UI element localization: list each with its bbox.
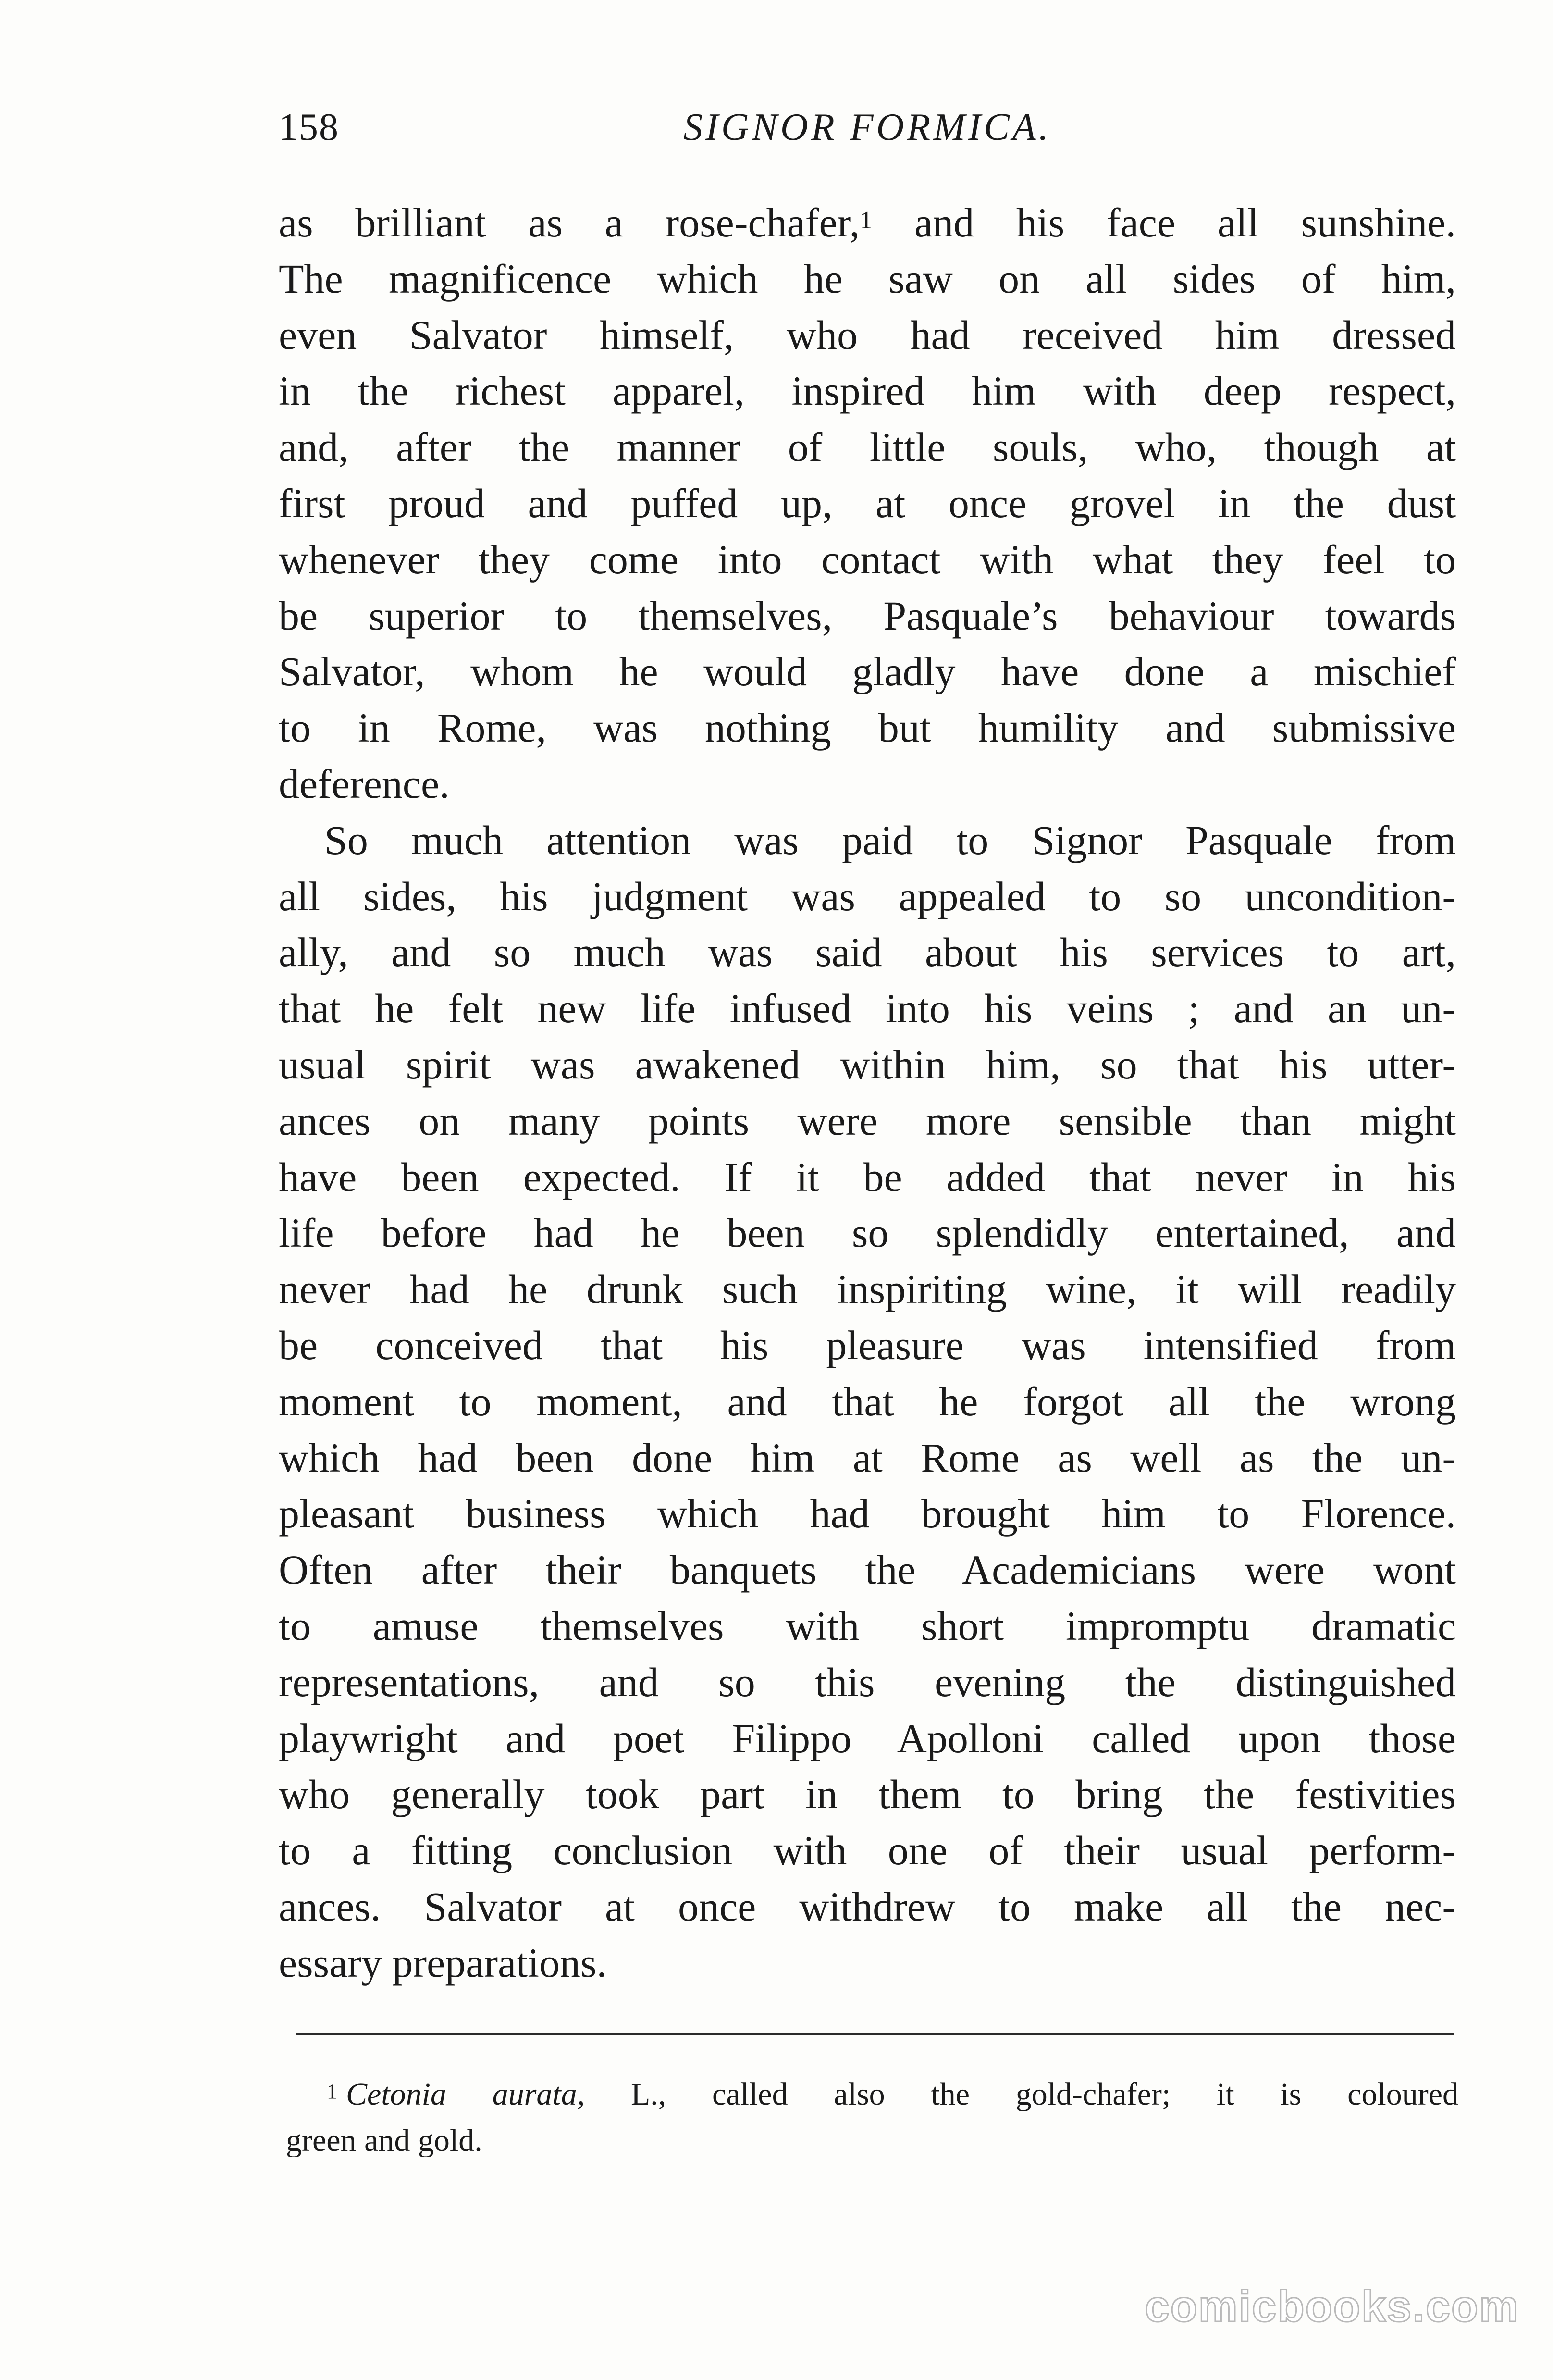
footnote-reference: 1	[860, 207, 873, 234]
text-line: playwright and poet Filippo Apolloni called upon those	[279, 1715, 1456, 1761]
text-line	[279, 195, 1456, 251]
text-line: ally, and so much was said about his services to art,	[279, 929, 1456, 976]
footnote-line	[286, 2071, 1458, 2118]
text-line: deference.	[279, 760, 450, 807]
text-line: Often after their banquets the Academicians were wont	[279, 1547, 1456, 1593]
text-line: whenever they come into contact with what they feel to	[279, 536, 1456, 583]
text-line: ances. Salvator at once withdrew to make all the nec-	[279, 1883, 1456, 1930]
text-line-start: as brilliant as a rose-chafer,	[279, 199, 860, 246]
text-line: usual spirit was awakened within him, so that his utter-	[279, 1041, 1456, 1088]
footnote-term: Cetonia aurata,	[346, 2077, 585, 2112]
text-line: who generally took part in them to bring the festivities	[279, 1771, 1456, 1818]
text-line: essary preparations.	[279, 1939, 607, 1986]
text-line-end: and his face all sunshine.	[872, 199, 1456, 246]
footnote-text: L., called also the gold-chafer; it is coloured	[585, 2077, 1458, 2112]
text-line: even Salvator himself, who had received him dressed	[279, 311, 1456, 358]
text-line: pleasant business which had brought him to Florence.	[279, 1490, 1456, 1537]
footnote-divider	[296, 2033, 1454, 2035]
text-line: So much attention was paid to Signor Pasquale from	[324, 817, 1456, 863]
text-line: which had been done him at Rome as well as the un-	[279, 1434, 1456, 1481]
text-line: life before had he been so splendidly entertained, and	[279, 1210, 1456, 1256]
text-line: The magnificence which he saw on all sides of him,	[279, 255, 1456, 302]
page-header	[279, 106, 1456, 159]
text-line: be conceived that his pleasure was intensified from	[279, 1322, 1456, 1368]
text-line: ances on many points were more sensible than might	[279, 1097, 1456, 1144]
running-head: SIGNOR FORMICA.	[683, 106, 1051, 149]
text-line: have been expected. If it be added that never in his	[279, 1153, 1456, 1200]
text-line: representations, and so this evening the distinguished	[279, 1659, 1456, 1705]
text-line: all sides, his judgment was appealed to so uncondition-	[279, 873, 1456, 919]
page-number: 158	[279, 106, 339, 149]
text-line: and, after the manner of little souls, who, though at	[279, 424, 1456, 471]
text-line: to a fitting conclusion with one of their usual perform-	[279, 1827, 1456, 1874]
watermark-logo: comicbooks.com	[1145, 2282, 1519, 2331]
text-line: moment to moment, and that he forgot all the wrong	[279, 1378, 1456, 1425]
footnote-marker: 1	[327, 2080, 337, 2103]
body-text	[279, 195, 1456, 1991]
text-line: be superior to themselves, Pasquale’s behaviour towards	[279, 592, 1456, 639]
text-line: to in Rome, was nothing but humility and submissive	[279, 705, 1456, 751]
footnote-line: green and gold.	[286, 2123, 482, 2158]
text-line: first proud and puffed up, at once grovel in the dust	[279, 480, 1456, 526]
text-line: Salvator, whom he would gladly have done a mischief	[279, 648, 1456, 695]
footnote	[286, 2071, 1458, 2164]
text-line: to amuse themselves with short impromptu dramatic	[279, 1602, 1456, 1649]
text-line: in the richest apparel, inspired him with deep respect,	[279, 368, 1456, 414]
text-line: never had he drunk such inspiriting wine, it will readily	[279, 1266, 1456, 1313]
text-line: that he felt new life infused into his veins ; and an un-	[279, 985, 1456, 1032]
